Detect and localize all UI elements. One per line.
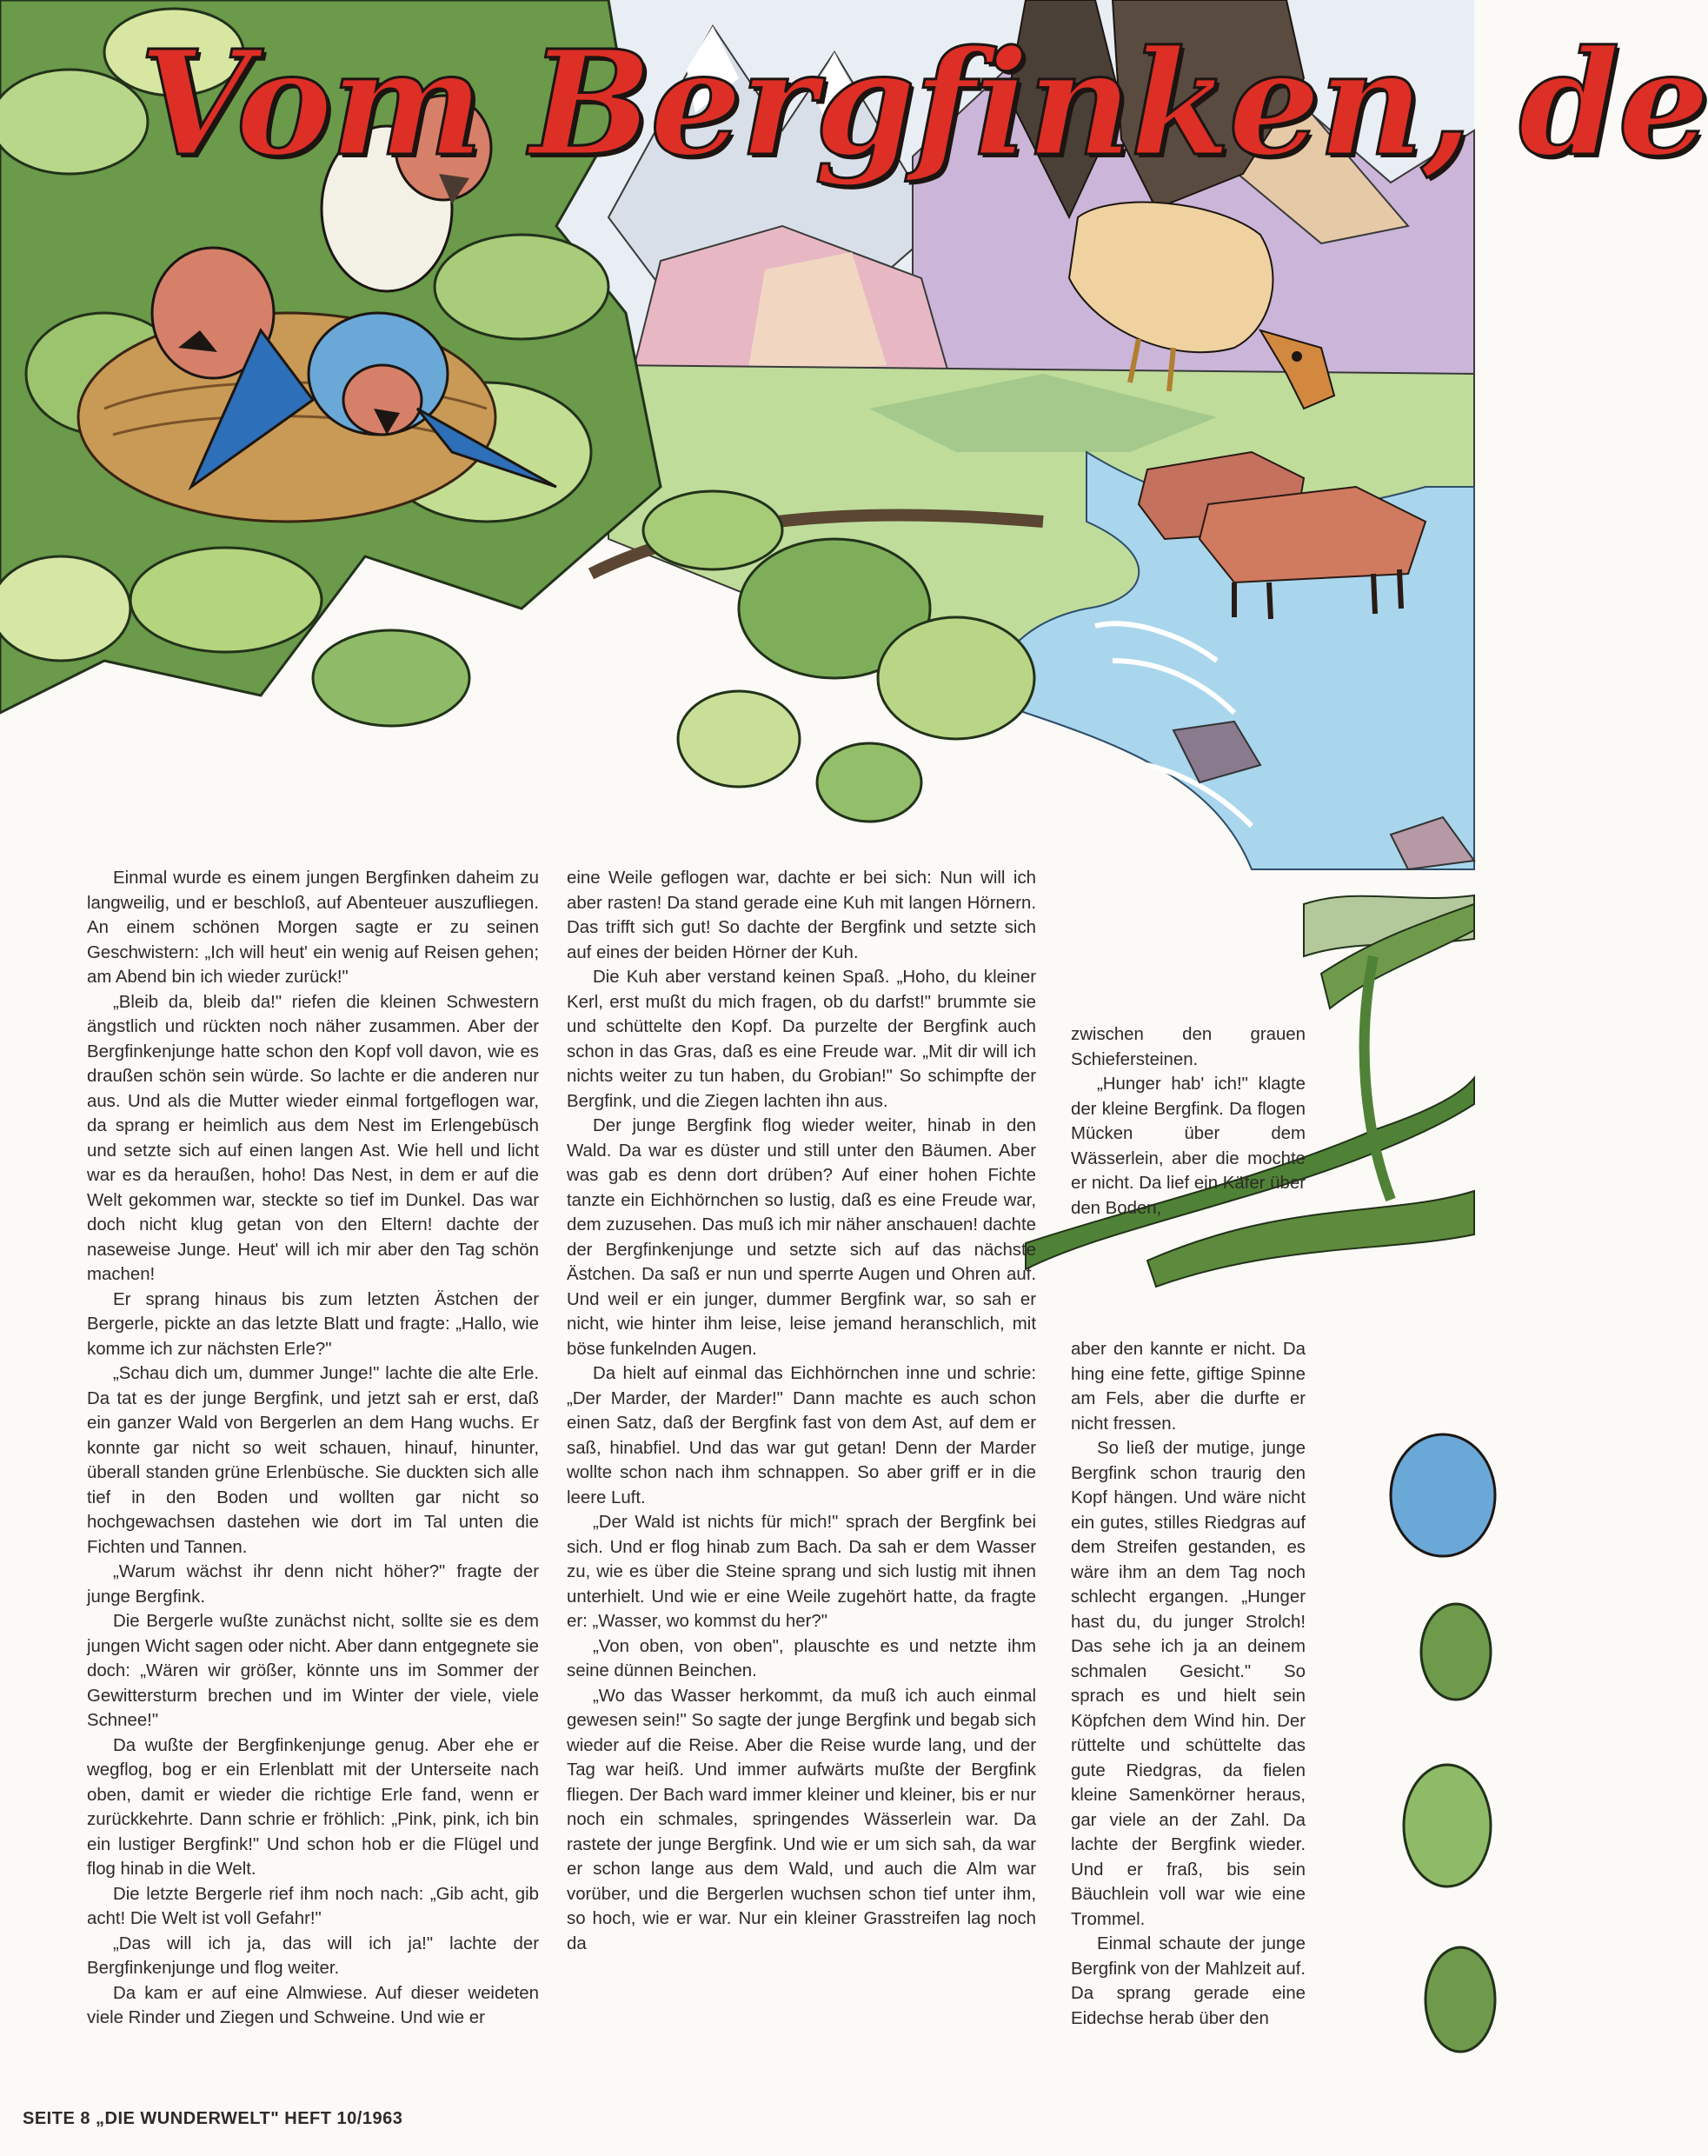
paragraph: „Hunger hab' ich!" klagte der kleine Bergfink. Da flogen Mücken über dem Wässerlein, aber die mochte er nicht. Da lief ein Käfer über den Boden, xyxy=(1071,1075,1306,1218)
text-column-3-top xyxy=(1071,1022,1306,1221)
paragraph: aber den kannte er nicht. Da hing eine fette, giftige Spinne am Fels, aber die durfte er nicht fressen. xyxy=(1071,1340,1306,1434)
paragraph: Der junge Bergfink flog wieder weiter, hinab in den Wald. Da war es düster und still unter den Bäumen. Aber was gab es denn dort drüben? Auf einer hohen Fichte tanzte ein Eichhörnchen so lustig, daß es eine Freude war, dem zuzusehen. Das muß ich mir näher anschauen! dachte der Bergfinkenjunge und setzte sich auf das nächste Ästchen. Da saß er nun und sperrte Augen und Ohren auf. Und weil er ein junger, dummer Bergfink war, so sah er nicht, wie hinter ihm leise, leise jemand heranschlich, mit böse funkelnden Augen. xyxy=(567,1116,1036,1359)
paragraph: Einmal schaute der junge Bergfink von der Mahlzeit auf. Da sprang gerade eine Eidechse herab über den xyxy=(1071,1934,1306,2028)
paragraph: „Wo das Wasser herkommt, da muß ich auch einmal gewesen sein!" So sagte der junge Bergfink und begab sich wieder auf die Reise. Aber die Reise wurde lang, und der Tag war heiß. Und immer aufwärts mußte der Bergfink fliegen. Der Bach ward immer kleiner und kleiner, bis er nur noch ein schmales, springendes Wässerlein war. Da rastete der junge Bergfink. Und wie er um sich sah, da war er schon lange aus dem Wald, und auch die Alm war vorüber, und die Bergerlen wuchsen schon tief unter ihm, so hoch, wie er war. Nur ein kleiner Grasstreifen lag noch da xyxy=(567,1686,1036,1953)
page-title: Vom Bergfinken, de xyxy=(139,19,1708,189)
paragraph: Einmal wurde es einem jungen Bergfinken daheim zu langweilig, und er beschloß, auf Abenteuer auszufliegen. An einem schönen Morgen sagte er zu seinen Geschwistern: „Ich will heut' ein wenig auf Reisen gehen; am Abend bin ich wieder zurück!" xyxy=(87,868,539,987)
paragraph: Die Bergerle wußte zunächst nicht, sollte sie es dem jungen Wicht sagen oder nicht. Aber dann entgegnete sie doch: „Wären wir größer, könnte uns im Sommer der Gewittersturm brechen und im Winter der viele, viele Schnee!" xyxy=(87,1612,539,1730)
paragraph: eine Weile geflogen war, dachte er bei sich: Nun will ich aber rasten! Da stand gerade eine Kuh mit langen Hörnern. Das trifft sich gut! So dachte der Bergfink und setzte sich auf eines der beiden Hörner der Kuh. xyxy=(567,868,1036,962)
paragraph: Da kam er auf eine Almwiese. Auf dieser weideten viele Rinder und Ziegen und Schweine. Und wie er xyxy=(87,1983,539,2027)
paragraph: „Das will ich ja, das will ich ja!" lachte der Bergfinkenjunge und flog weiter. xyxy=(87,1933,539,1978)
page-footer: SEITE 8 „DIE WUNDERWELT" HEFT 10/1963 xyxy=(23,2109,403,2128)
paragraph: So ließ der mutige, junge Bergfink schon traurig den Kopf hängen. Und wäre nicht ein gutes, stilles Riedgras auf dem Streifen gestanden, es wäre ihm an dem Tag noch schlecht ergangen. „Hunger hast du, du junger Strolch! Das sehe ich ja an deinem schmalen Gesicht." So sprach es und hielt sein Köpfchen dem Wind hin. Der rüttelte und schüttelte das gute Riedgras, da fielen kleine Samenkörner heraus, gar viele an der Zahl. Da lachte der Bergfink wieder. Und er fraß, bis sein Bäuchlein voll war wie eine Trommel. xyxy=(1071,1439,1306,1929)
text-column-3-bottom xyxy=(1071,1337,1306,2031)
paragraph: „Schau dich um, dummer Junge!" lachte die alte Erle. Da tat es der junge Bergfink, und jetzt sah er erst, daß ein ganzer Wald von Bergerlen an dem Hang wuchs. Er konnte gar nicht so weit schauen, hinauf, hinunter, überall standen grüne Erlenbüsche. Sie duckten sich alle tief in den Boden und wollten gar nicht so hochgewachsen dastehen wie dort im Tal unten die Fichten und Tannen. xyxy=(87,1364,539,1557)
paragraph: Da hielt auf einmal das Eichhörnchen inne und schrie: „Der Marder, der Marder!" Dann machte es auch schon einen Satz, daß der Bergfink fast von dem Ast, auf dem er saß, hinabfiel. Und das war gut getan! Denn der Marder wollte schon nach ihm schnappen. So aber griff er in die leere Luft. xyxy=(567,1364,1036,1507)
paragraph: „Der Wald ist nichts für mich!" sprach der Bergfink bei sich. Und er flog hinab zum Bach. Da sah er dem Wasser zu, wie es über die Steine sprang und sich lustig mit ihnen unterhielt. Und wie er eine Weile zugehört hatte, da fragte er: „Wasser, wo kommst du her?" xyxy=(567,1513,1036,1631)
paragraph: „Warum wächst ihr denn nicht höher?" fragte der junge Bergfink. xyxy=(87,1562,539,1607)
paragraph: Da wußte der Bergfinkenjunge genug. Aber ehe er wegflog, bog er ein Erlenblatt mit der Unterseite nach oben, damit er wieder die richtige Erle fand, wenn er zurückkehrte. Dann schrie er fröhlich: „Pink, pink, ich bin ein lustiger Bergfink!" Und schon hob er die Flügel und flog hinab in die Welt. xyxy=(87,1735,539,1879)
paragraph: „Von oben, von oben", plauschte es und netzte ihm seine dünnen Beinchen. xyxy=(567,1636,1036,1680)
text-column-1 xyxy=(87,866,539,2031)
side-illustration xyxy=(1304,869,1474,2104)
paragraph: „Bleib da, bleib da!" riefen die kleinen Schwestern ängstlich und rückten noch näher zusammen. Aber der Bergfinkenjunge hatte schon den Kopf voll davon, wie es draußen schön sein würde. So lachte er die anderen nur aus. Und als die Mutter wieder einmal fortgeflogen war, da sprang er heimlich aus dem Nest im Erlengebüsch und setzte sich auf einen langen Ast. Wie hell und licht war es da heraußen, hoho! Das Nest, in dem er auf die Welt gekommen war, steckte so tief im Dunkel. Das war doch nicht klug getan von den Eltern! dachte der naseweise Junge. Heut' will ich mir aber den Tag schön machen! xyxy=(87,992,539,1284)
paragraph: Die Kuh aber verstand keinen Spaß. „Hoho, du kleiner Kerl, erst mußt du mich fragen, ob du darfst!" brummte sie und schüttelte den Kopf. Da purzelte der Bergfink auch schon in das Gras, daß es eine Freude war. „Mit dir will ich nichts weiter zu tun haben, du Grobian!" So schimpfte der Bergfink, und die Ziegen lachten ihn aus. xyxy=(567,968,1036,1111)
text-column-2 xyxy=(567,866,1036,1956)
paragraph: zwischen den grauen Schiefersteinen. xyxy=(1071,1025,1306,1069)
paragraph: Er sprang hinaus bis zum letzten Ästchen der Bergerle, pickte an das letzte Blatt und fragte: „Hallo, wie komme ich zur nächsten Erle?" xyxy=(87,1289,539,1359)
paragraph: Die letzte Bergerle rief ihm noch nach: „Gib acht, gib acht! Die Welt ist voll Gefahr!" xyxy=(87,1884,539,1928)
